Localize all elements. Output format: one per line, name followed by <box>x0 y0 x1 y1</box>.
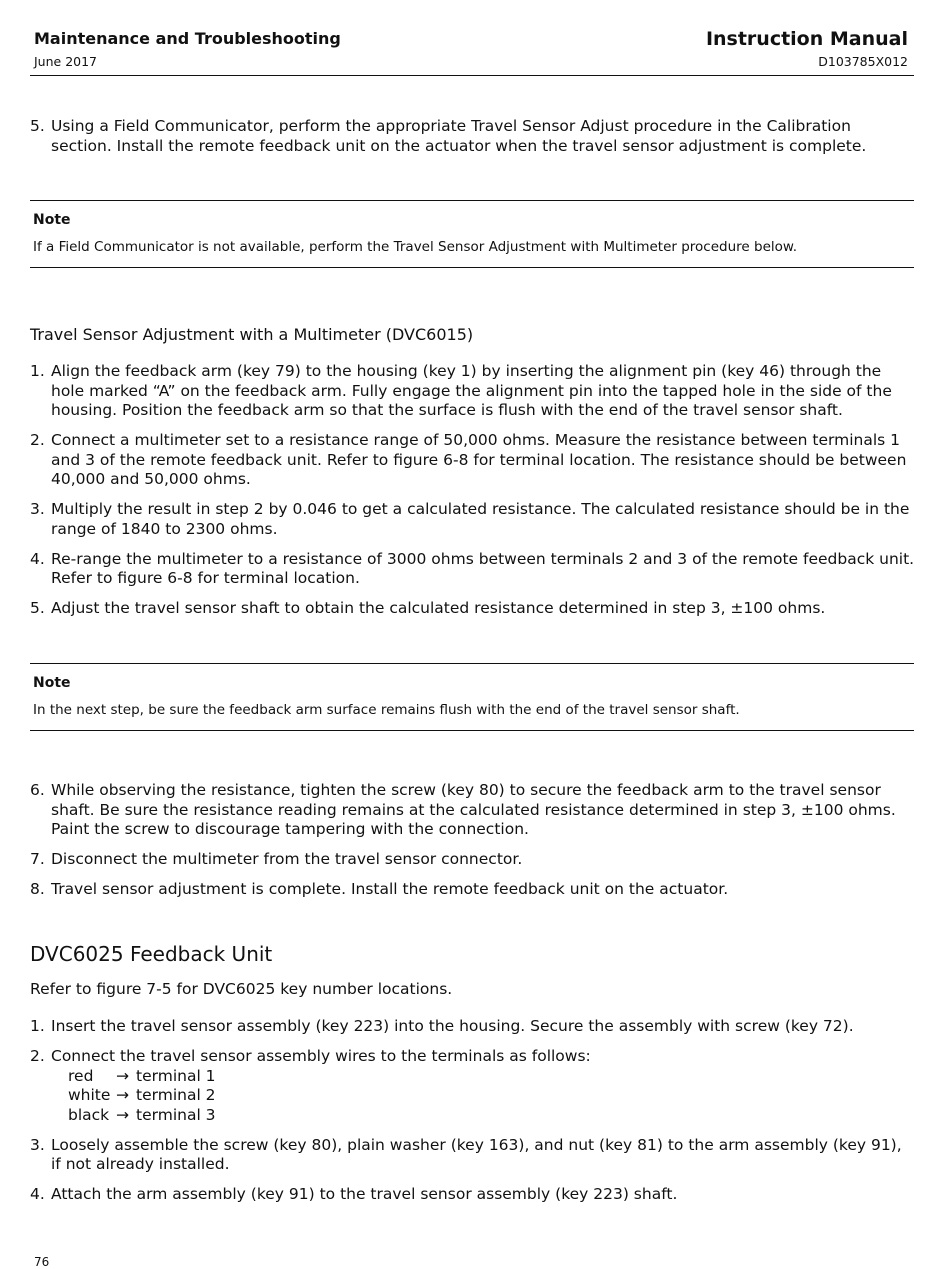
step-number: 5. <box>30 117 45 135</box>
multimeter-steps-continued <box>30 781 916 910</box>
wiring-row <box>51 1086 916 1106</box>
note-box <box>30 200 914 268</box>
note-title: Note <box>33 675 71 691</box>
list-item <box>30 1017 916 1037</box>
publication-date: June 2017 <box>34 54 98 69</box>
section-intro: Refer to figure 7‐5 for DVC6025 key number locations. <box>30 980 453 998</box>
step-number: 2. <box>30 431 45 449</box>
document-number: D103785X012 <box>818 54 908 69</box>
step-number: 1. <box>30 1017 45 1035</box>
list-item <box>30 550 916 589</box>
list-item <box>30 781 916 840</box>
arrow-icon: → <box>116 1105 129 1124</box>
arrow-icon: → <box>116 1086 129 1104</box>
step-text: Align the feedback arm (key 79) to the housing (key 1) by inserting the alignment pin (key 46) through the hole marked “A” on the feedback arm. Fully engage the alignment pin into the tapped hole in the side of the housing. Position the feedback arm so that the surface is flush with the end of the travel sensor shaft. <box>51 362 892 419</box>
step-number: 7. <box>30 850 45 868</box>
note-text: In the next step, be sure the feedback arm surface remains flush with the end of the travel sensor shaft. <box>33 702 740 718</box>
step-text: Attach the arm assembly (key 91) to the travel sensor assembly (key 223) shaft. <box>51 1185 678 1203</box>
step-text: Multiply the result in step 2 by 0.046 to get a calculated resistance. The calculated resistance should be in the range of 1840 to 2300 ohms. <box>51 500 910 538</box>
header-divider <box>30 75 914 76</box>
list-item <box>30 1136 916 1175</box>
document-title: Instruction Manual <box>705 28 908 50</box>
wiring-row <box>51 1106 916 1126</box>
step-number: 4. <box>30 549 45 568</box>
step-number: 1. <box>30 362 45 380</box>
section-title: Maintenance and Troubleshooting <box>34 29 341 48</box>
step-text: Loosely assemble the screw (key 80), plain washer (key 163), and nut (key 81) to the arm assembly (key 91), if not already installed. <box>51 1135 902 1173</box>
list-item <box>30 1185 916 1205</box>
step-number: 8. <box>30 880 45 898</box>
step-text: Travel sensor adjustment is complete. Install the remote feedback unit on the actuator. <box>51 880 729 898</box>
step-text: Using a Field Communicator, perform the appropriate Travel Sensor Adjust procedure in the Calibration section. Install the remote feedback unit on the actuator when the travel sensor adjustment is complete. <box>51 117 867 155</box>
page-number: 76 <box>34 1255 50 1269</box>
step-number: 3. <box>30 500 45 518</box>
section-heading: DVC6025 Feedback Unit <box>30 942 273 966</box>
step-text: Connect a multimeter set to a resistance range of 50,000 ohms. Measure the resistance between terminals 1 and 3 of the remote feedback unit. Refer to figure 6‐8 for terminal location. The resistance should be between 40,000 and 50,000 ohms. <box>51 431 907 488</box>
step-text: Re‐range the multimeter to a resistance of 3000 ohms between terminals 2 and 3 of the remote feedback unit. Refer to figure 6‐8 for terminal location. <box>51 549 915 587</box>
step-text: Connect the travel sensor assembly wires to the terminals as follows: <box>51 1047 591 1065</box>
step-text: Adjust the travel sensor shaft to obtain the calculated resistance determined in step 3, ±100 ohms. <box>51 599 826 617</box>
list-item <box>30 117 916 156</box>
list-item <box>30 599 916 619</box>
wire-color: red <box>68 1066 94 1085</box>
step-number: 2. <box>30 1047 45 1065</box>
arrow-icon: → <box>116 1066 129 1085</box>
note-title: Note <box>33 212 71 228</box>
list-item <box>30 500 916 539</box>
list-item <box>30 880 916 900</box>
wire-terminal: terminal 3 <box>136 1105 216 1124</box>
step-number: 3. <box>30 1135 45 1154</box>
step-number: 5. <box>30 599 45 617</box>
note-box <box>30 663 914 731</box>
step-text: Disconnect the multimeter from the travel sensor connector. <box>51 850 523 868</box>
list-item <box>30 850 916 870</box>
wiring-row <box>51 1067 916 1087</box>
dvc6025-steps <box>30 1017 916 1215</box>
list-item <box>30 362 916 421</box>
step-text: While observing the resistance, tighten the screw (key 80) to secure the feedback arm to the travel sensor shaft. Be sure the resistance reading remains at the calculated resistance determined in step 3, ±100 ohms. Paint the screw to discourage tampering with the connection. <box>51 781 896 838</box>
step-number: 6. <box>30 781 45 799</box>
list-item <box>30 1047 916 1125</box>
step-number: 4. <box>30 1185 45 1203</box>
wire-terminal: terminal 2 <box>136 1086 216 1104</box>
multimeter-steps <box>30 362 916 629</box>
step-text: Insert the travel sensor assembly (key 223) into the housing. Secure the assembly with screw (key 72). <box>51 1017 854 1035</box>
list-item <box>30 431 916 490</box>
note-text: If a Field Communicator is not available, perform the Travel Sensor Adjustment with Multimeter procedure below. <box>33 239 797 255</box>
intro-steps <box>30 117 916 167</box>
wire-color: black <box>68 1105 110 1124</box>
wire-terminal: terminal 1 <box>136 1066 216 1085</box>
wire-color: white <box>68 1086 111 1104</box>
subsection-heading: Travel Sensor Adjustment with a Multimeter (DVC6015) <box>30 325 474 344</box>
